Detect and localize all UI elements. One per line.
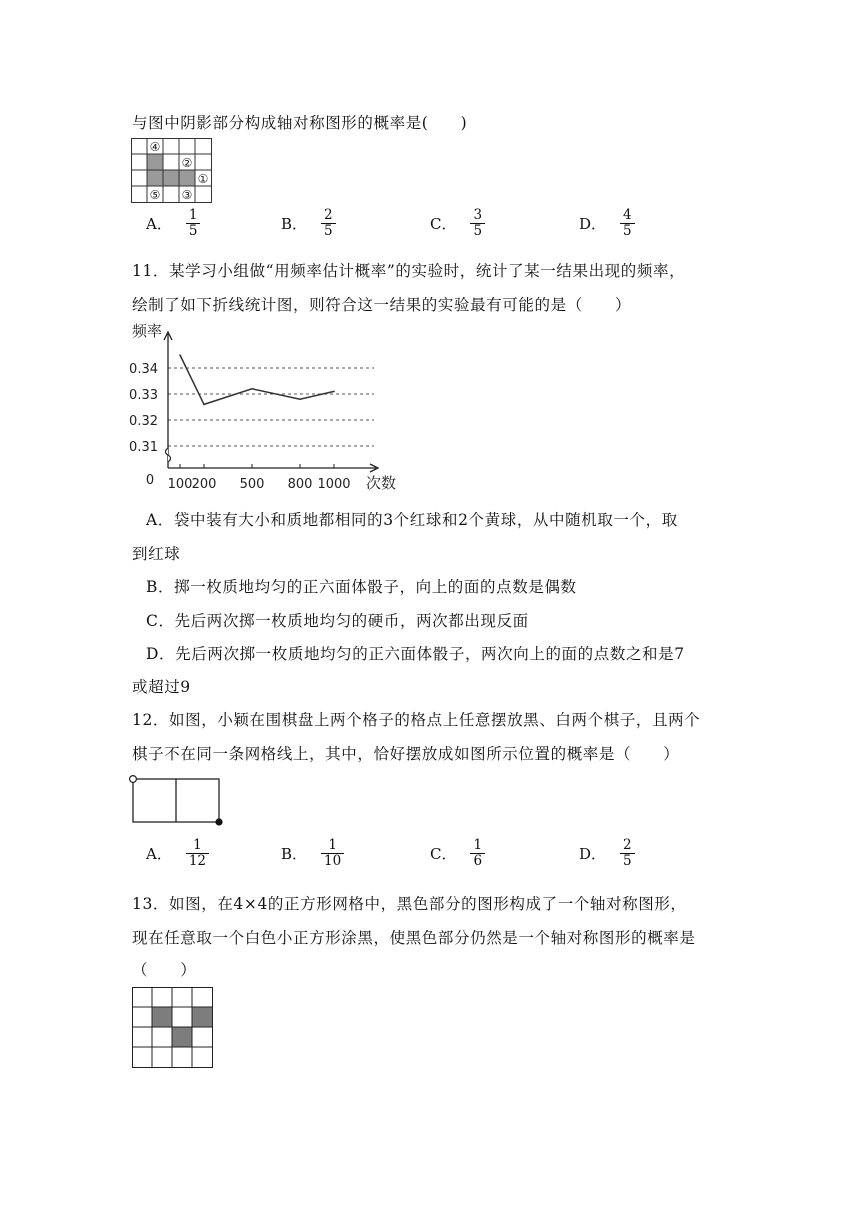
- series-line: [180, 355, 334, 404]
- y-axis-label: 频率: [132, 322, 163, 340]
- option-letter: A．: [146, 845, 172, 863]
- option-fraction: $\frac{4}{5}$: [620, 208, 635, 239]
- option-fraction: $\frac{2}{5}$: [620, 838, 635, 869]
- x-tick-label: 1000: [317, 477, 351, 492]
- q11-option-c[interactable]: [146, 609, 529, 631]
- data-point: [251, 388, 253, 390]
- q10-option-c[interactable]: [430, 208, 485, 239]
- y-tick-label: 0.33: [129, 388, 158, 403]
- y-tick-label: 0.31: [129, 440, 158, 455]
- q10-grid-figure: [131, 138, 213, 202]
- option-letter: D．: [146, 645, 176, 663]
- x-axis-label: 次数: [366, 474, 397, 492]
- option-fraction: $\frac{1}{5}$: [186, 208, 201, 239]
- axis-break-mark: [166, 448, 171, 462]
- origin-label: 0: [145, 473, 155, 488]
- q11-option-b[interactable]: [146, 575, 577, 597]
- q11-line1: 11．某学习小组做“用频率估计概率”的实验时，统计了某一结果出现的频率，: [132, 262, 686, 280]
- q13-line3: （ ）: [132, 961, 197, 979]
- q12-option-d[interactable]: [579, 838, 635, 869]
- option-fraction: $\frac{3}{5}$: [470, 208, 485, 239]
- q12-line2: 棋子不在同一条网格线上，其中，恰好摆放成如图所示位置的概率是（ ）: [132, 745, 680, 763]
- option-letter: A．: [146, 215, 172, 233]
- q10-cell-label: ④: [149, 140, 161, 154]
- option-letter: C．: [146, 612, 175, 630]
- option-text: 先后两次掷一枚质地均匀的硬币，两次都出现反面: [174, 612, 529, 630]
- q10-stem-tail: 与图中阴影部分构成轴对称图形的概率是( ): [132, 114, 468, 132]
- q11-option-a[interactable]: [146, 508, 678, 530]
- q11-line2: 绘制了如下折线统计图，则符合这一结果的实验最有可能的是（ ）: [132, 296, 632, 314]
- q11-option-d-cont: 或超过9: [132, 678, 191, 696]
- white-stone: [130, 776, 137, 783]
- data-point: [299, 398, 301, 400]
- option-letter: D．: [579, 845, 607, 863]
- option-text: 先后两次掷一枚质地均匀的正六面体骰子，两次向上的面的点数之和是7: [175, 645, 685, 663]
- option-text: 袋中装有大小和质地都相同的3个红球和2个黄球，从中随机取一个，取: [173, 511, 678, 529]
- option-text: 掷一枚质地均匀的正六面体骰子，向上的面的点数是偶数: [174, 578, 577, 596]
- option-fraction: $\frac{1}{6}$: [470, 838, 485, 869]
- option-fraction: $\frac{1}{12}$: [186, 838, 209, 869]
- x-tick-label: 100: [167, 477, 193, 492]
- option-letter: C．: [430, 845, 457, 863]
- q10-cell-label: ⑤: [149, 188, 161, 202]
- option-letter: D．: [579, 215, 607, 233]
- q10-cell-label: ①: [197, 172, 209, 186]
- q11-line-chart: [124, 320, 414, 495]
- option-fraction: $\frac{2}{5}$: [321, 208, 336, 239]
- option-letter: B．: [146, 578, 175, 596]
- data-point: [179, 354, 181, 356]
- q13-line1: 13．如图，在4×4的正方形网格中，黑色部分的图形构成了一个轴对称图形，: [132, 895, 687, 913]
- option-letter: B．: [281, 215, 308, 233]
- q11-option-a-cont: 到红球: [132, 545, 181, 563]
- q10-option-a[interactable]: [146, 208, 200, 239]
- y-tick-label: 0.32: [129, 414, 158, 429]
- q12-option-b[interactable]: [281, 838, 344, 869]
- y-tick-label: 0.34: [129, 362, 158, 377]
- data-point: [203, 404, 205, 406]
- q13-grid-figure: [132, 987, 213, 1068]
- black-stone: [215, 818, 222, 825]
- x-tick-label: 500: [239, 477, 265, 492]
- q12-option-c[interactable]: [430, 838, 485, 869]
- data-point: [333, 391, 335, 393]
- q10-cell-label: ③: [181, 188, 193, 202]
- q10-cell-label: ②: [181, 156, 193, 170]
- q11-option-d[interactable]: [146, 642, 685, 664]
- x-tick-label: 200: [191, 477, 217, 492]
- q10-option-b[interactable]: [281, 208, 336, 239]
- option-letter: A．: [146, 511, 174, 529]
- q12-board-figure: [128, 775, 224, 827]
- x-tick-label: 800: [287, 477, 313, 492]
- option-letter: C．: [430, 215, 457, 233]
- q12-line1: 12．如图，小颖在围棋盘上两个格子的格点上任意摆放黑、白两个棋子，且两个: [132, 711, 701, 729]
- q13-line2: 现在任意取一个白色小正方形涂黑，使黑色部分仍然是一个轴对称图形的概率是: [132, 929, 696, 947]
- q10-option-d[interactable]: [579, 208, 635, 239]
- q12-option-a[interactable]: [146, 838, 209, 869]
- option-letter: B．: [281, 845, 308, 863]
- option-fraction: $\frac{1}{10}$: [321, 838, 344, 869]
